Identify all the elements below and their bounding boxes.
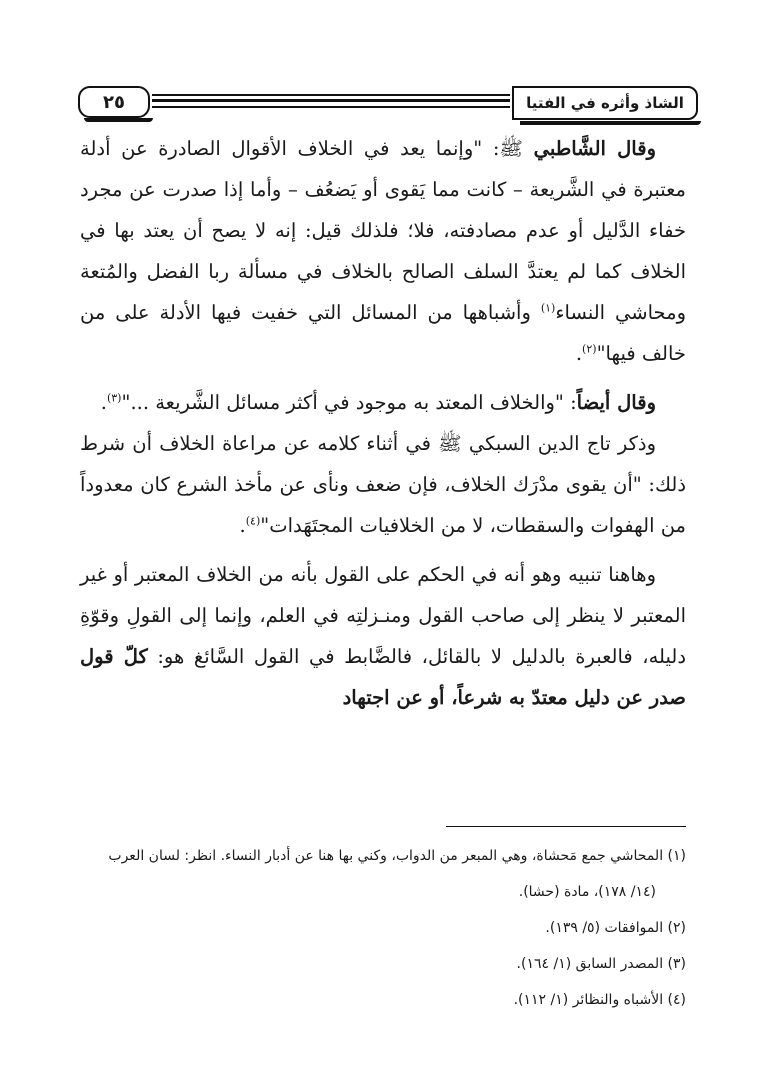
paragraph	[80, 554, 686, 718]
header-rule	[152, 106, 510, 108]
paragraph	[80, 128, 686, 374]
main-text	[80, 128, 686, 718]
footnote-ref: (٢)	[582, 342, 597, 356]
footnote-continuation: (١٤/ ١٧٨)، مادة (حشا).	[518, 884, 656, 900]
paragraph-end: .	[239, 514, 246, 537]
bold-intro: وقال أيضاً	[576, 391, 656, 414]
paragraph-end: .	[575, 342, 583, 365]
paragraph-text: وذكر تاج الدين السبكي ﷺ في أثناء كلامه عن مراعاة الخلاف أن شرط ذلك: "أن يقوى مدْرَك الخلاف، فإن ضعف ونأى عن مأخذ الشرع كان معدوداً من الهفوات والسقطات، لا من الخلافيات المجتَهَدات"	[80, 432, 686, 537]
footnote: (٤) الأشباه والنظائر (١/ ١١٢).	[513, 992, 686, 1008]
footnote-ref: (٤)	[245, 514, 261, 528]
footnote: (٣) المصدر السابق (١/ ١٦٤).	[516, 956, 686, 972]
running-title-text: الشاذ وأثره في الفتيا	[526, 94, 684, 112]
paragraph	[80, 382, 686, 423]
paragraph-text: وهاهنا تنبيه وهو أنه في الحكم على القول بأنه من الخلاف المعتبر أو غير المعتبر لا ينظر إلى صاحب القول ومنـزلتِه في العلم، وإنما إلى القولِ وقوّةِ دليله، فالعبرة بالدليل لا بالقائل، فالضَّابط في القول السَّائغ هو:	[80, 563, 686, 668]
page-header	[78, 86, 698, 126]
footnote: (٢) الموافقات (٥/ ١٣٩).	[545, 920, 686, 936]
paragraph-text: وأشباهها من المسائل التي خفيت فيها الأدلة على من خالف فيها"	[80, 301, 686, 365]
page-number	[78, 86, 150, 118]
footnote: (١) المحاشي جمع مَحشاة، وهي المبعر من الدواب، وكني بها هنا عن أدبار النساء. انظر: لسان العرب	[108, 848, 686, 864]
paragraph-text: : "والخلاف المعتد به موجود في أكثر مسائل الشَّريعة ..."	[121, 391, 577, 414]
header-rule	[152, 94, 510, 96]
paragraph-end: .	[100, 391, 107, 414]
page-number-text: ٢٥	[103, 91, 125, 113]
paragraph-text: ﷺ: "وإنما يعد في الخلاف الأقوال الصادرة عن أدلة معتبرة في الشَّريعة – كانت مما يَقوى أو يَضعُف – وأما إذا صدرت عن مجرد خفاء الدَّليل أو عدم مصادفته، فلا؛ فلذلك قيل: إنه لا يصح أن يعتد بها في الخلاف كما لم يعتدَّ السلف الصالح بالخلاف في مسألة ربا الفضل والمُتعة ومحاشي النساء	[80, 137, 686, 324]
footnote-ref: (١)	[540, 301, 556, 315]
footnote-separator	[446, 826, 686, 827]
footnote-ref: (٣)	[106, 391, 122, 405]
header-rule	[152, 99, 510, 102]
running-title	[512, 86, 698, 120]
footnotes	[80, 838, 686, 1018]
bold-conclusion: كلّ قول صدر عن دليل معتدّ به شرعاً، أو عن اجتهاد	[80, 645, 686, 709]
bold-intro: وقال الشَّاطبي	[533, 137, 656, 160]
paragraph	[80, 423, 686, 546]
